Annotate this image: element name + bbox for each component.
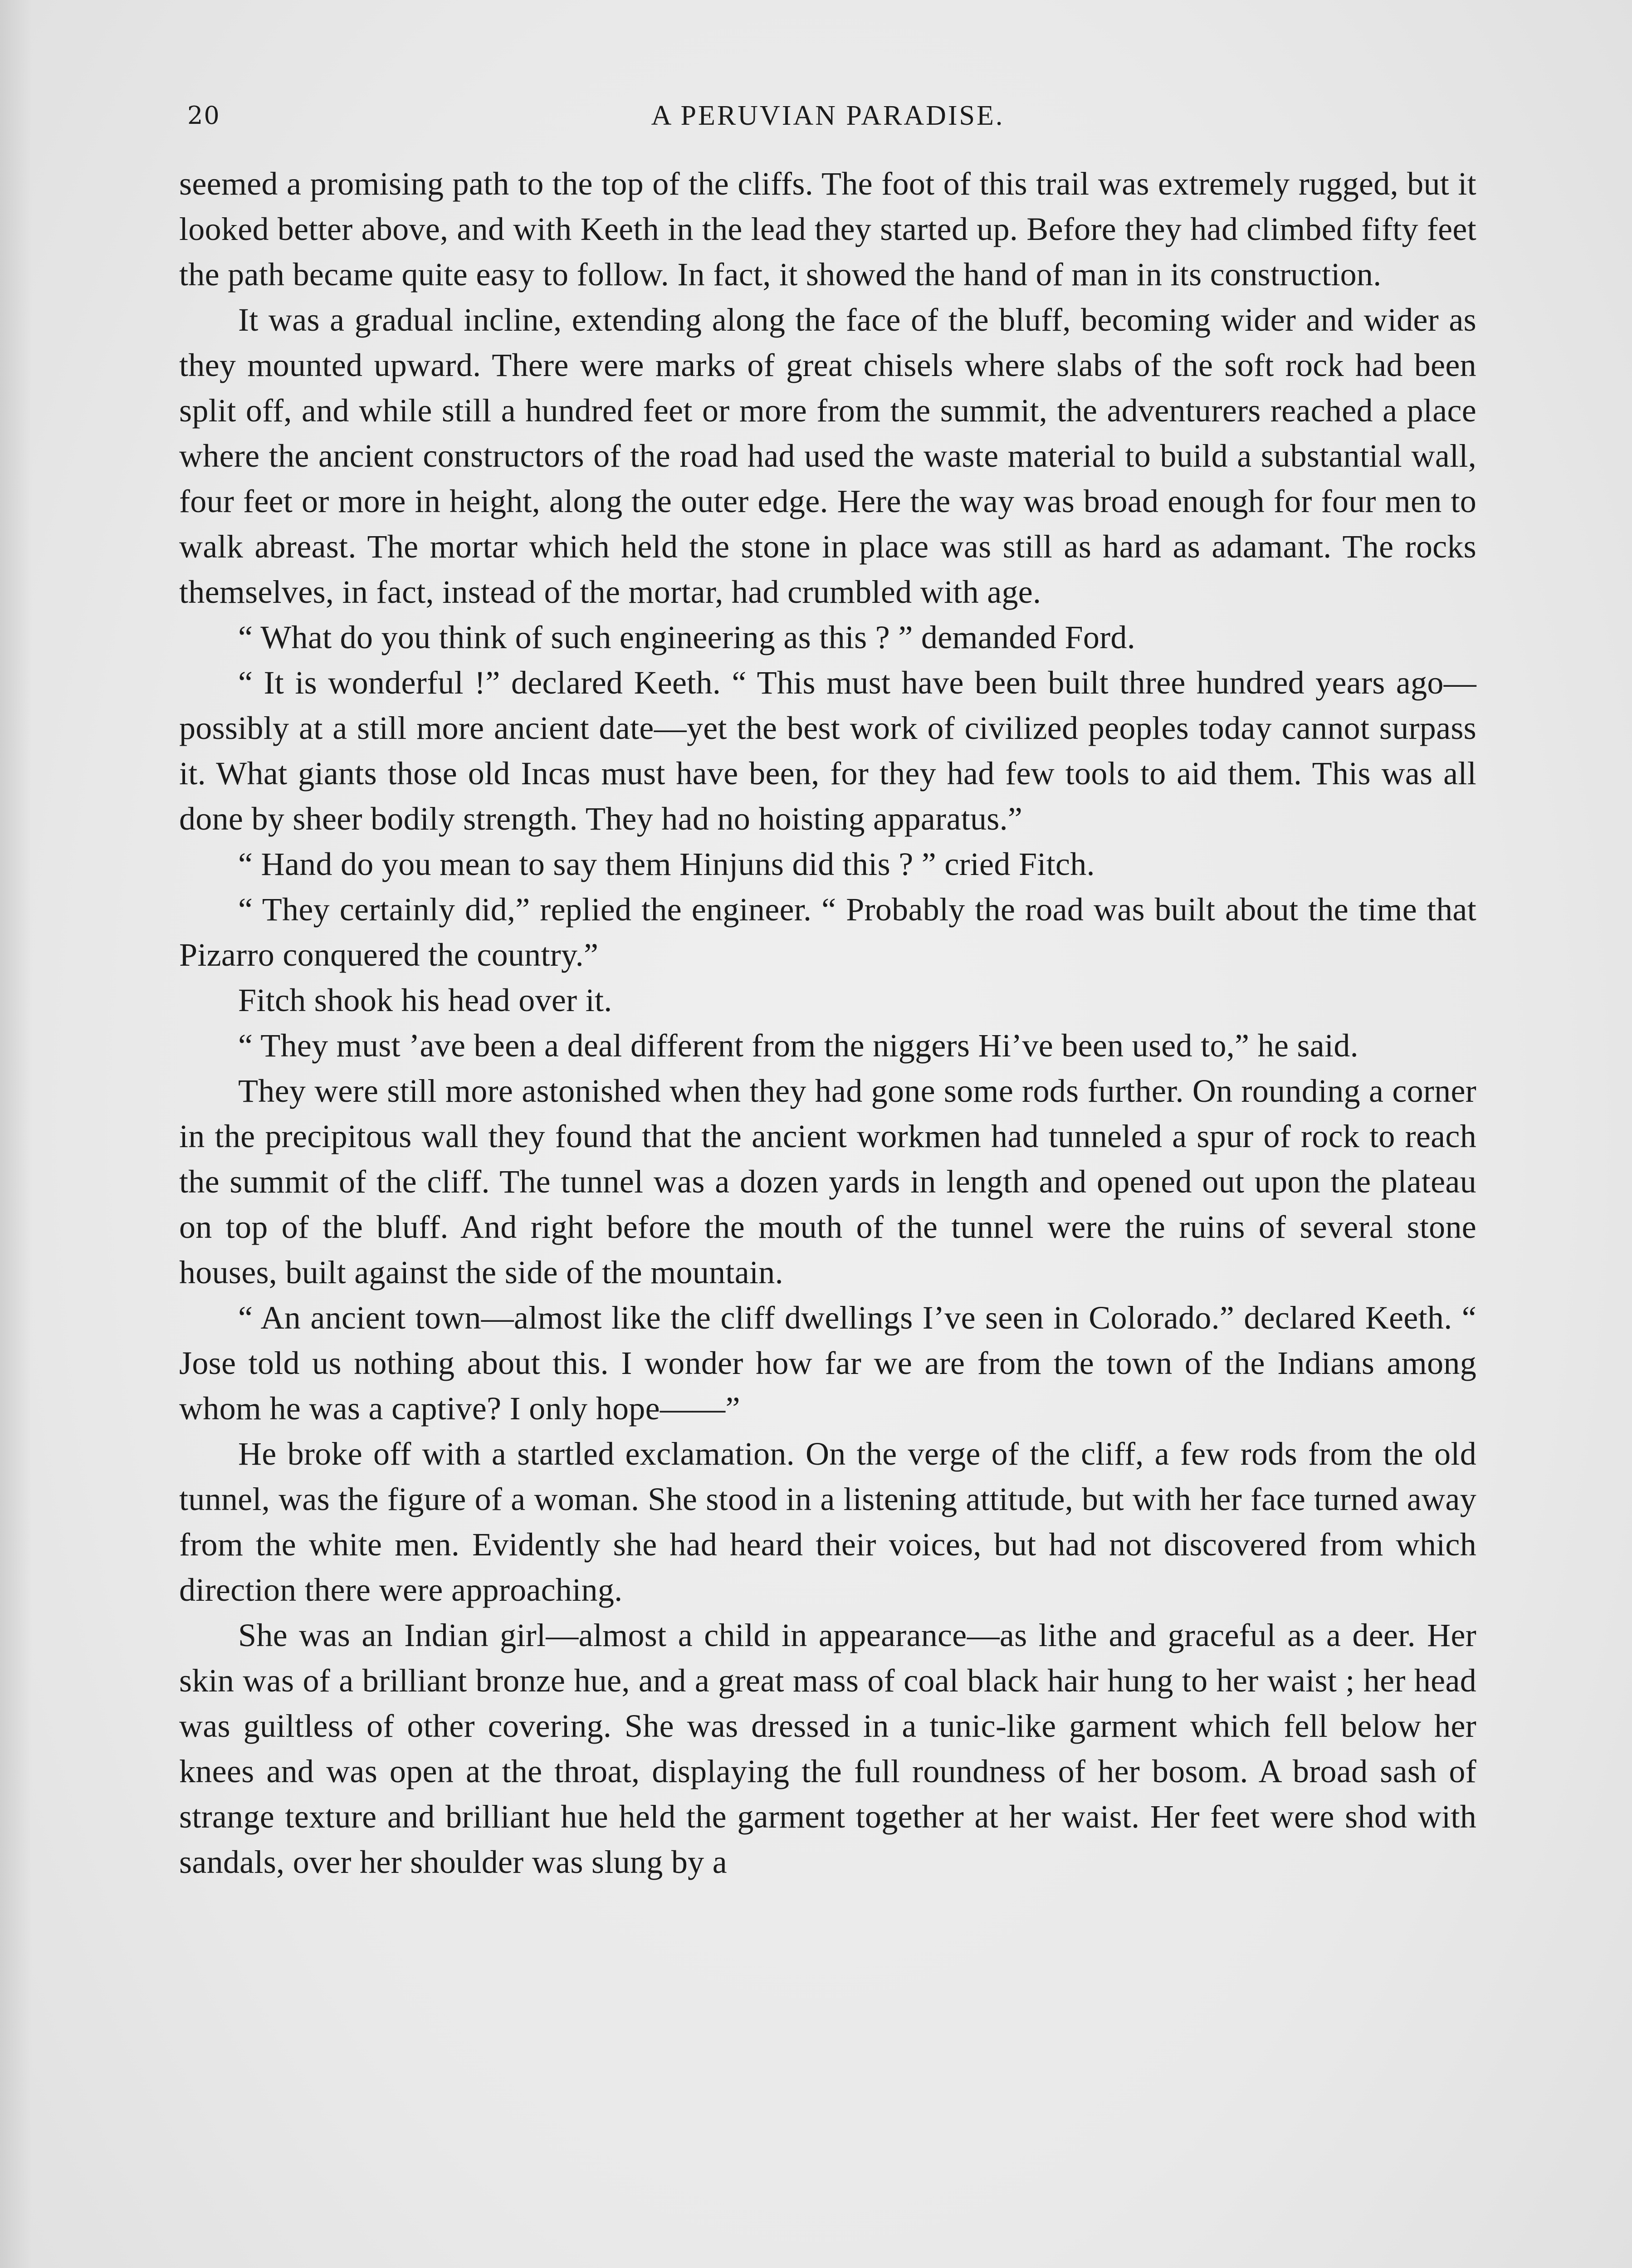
paragraph: “ They certainly did,” replied the engineer. “ Probably the road was built about the time that Pizarro conquered the country.” xyxy=(179,891,1476,973)
paragraph: “ What do you think of such engineering as this ? ” demanded Ford. xyxy=(238,619,1136,655)
paragraph: He broke off with a startled exclamation. On the verge of the cliff, a few rods from the old tunnel, was the figure of a woman. She stood in a listening attitude, but with her face turned away from the white men. Evidently she had heard their voices, but had not discovered from which direction there were approaching. xyxy=(179,1436,1476,1608)
page-title: A PERUVIAN PARADISE. xyxy=(651,100,1005,131)
paragraph: “ They must ’ave been a deal different from the niggers Hi’ve been used to,” he said. xyxy=(238,1027,1358,1064)
paragraph: They were still more astonished when they had gone some rods further. On rounding a corner in the precipitous wall they found that the ancient workmen had tunneled a spur of rock to reach the summit of the cliff. The tunnel was a dozen yards in length and opened out upon the plateau on top of the bluff. And right before the mouth of the tunnel were the ruins of several stone houses, built against the side of the mountain. xyxy=(179,1073,1476,1290)
body-text xyxy=(179,161,1476,1885)
paragraph: seemed a promising path to the top of the cliffs. The foot of this trail was extremely rugged, but it looked better above, and with Keeth in the lead they started up. Before they had climbed fifty feet the path became quite easy to follow. In fact, it showed the hand of man in its construction. xyxy=(179,166,1476,293)
paragraph: It was a gradual incline, extending along the face of the bluff, becoming wider and wider as they mounted upward. There were marks of great chisels where slabs of the soft rock had been split off, and while still a hundred feet or more from the summit, the adventurers reached a place where the ancient constructors of the road had used the waste material to build a substantial wall, four feet or more in height, along the outer edge. Here the way was broad enough for four men to walk abreast. The mortar which held the stone in place was still as hard as adamant. The rocks themselves, in fact, instead of the mortar, had crumbled with age. xyxy=(179,302,1476,610)
page-number: 20 xyxy=(187,101,220,130)
paragraph: “ An ancient town—almost like the cliff dwellings I’ve seen in Colorado.” declared Keeth. “ Jose told us nothing about this. I wonder how far we are from the town of the Indians among whom he was a captive? I only hope——” xyxy=(179,1300,1476,1427)
paragraph: “ It is wonderful !” declared Keeth. “ This must have been built three hundred years ago—possibly at a still more ancient date—yet the best work of civilized peoples today cannot surpass it. What giants those old Incas must have been, for they had few tools to aid them. This was all done by sheer bodily strength. They had no hoisting apparatus.” xyxy=(179,665,1476,837)
running-head xyxy=(179,91,1476,141)
paragraph: She was an Indian girl—almost a child in appearance—as lithe and graceful as a deer. Her skin was of a brilliant bronze hue, and a great mass of coal black hair hung to her waist ; her head was guiltless of other covering. She was dressed in a tunic-like garment which fell below her knees and was open at the throat, displaying the full roundness of her bosom. A broad sash of strange texture and brilliant hue held the garment together at her waist. Her feet were shod with sandals, over her shoulder was slung by a xyxy=(179,1617,1476,1880)
paragraph: Fitch shook his head over it. xyxy=(238,982,612,1018)
gutter-shadow xyxy=(0,0,32,2268)
paragraph: “ Hand do you mean to say them Hinjuns did this ? ” cried Fitch. xyxy=(238,846,1095,882)
